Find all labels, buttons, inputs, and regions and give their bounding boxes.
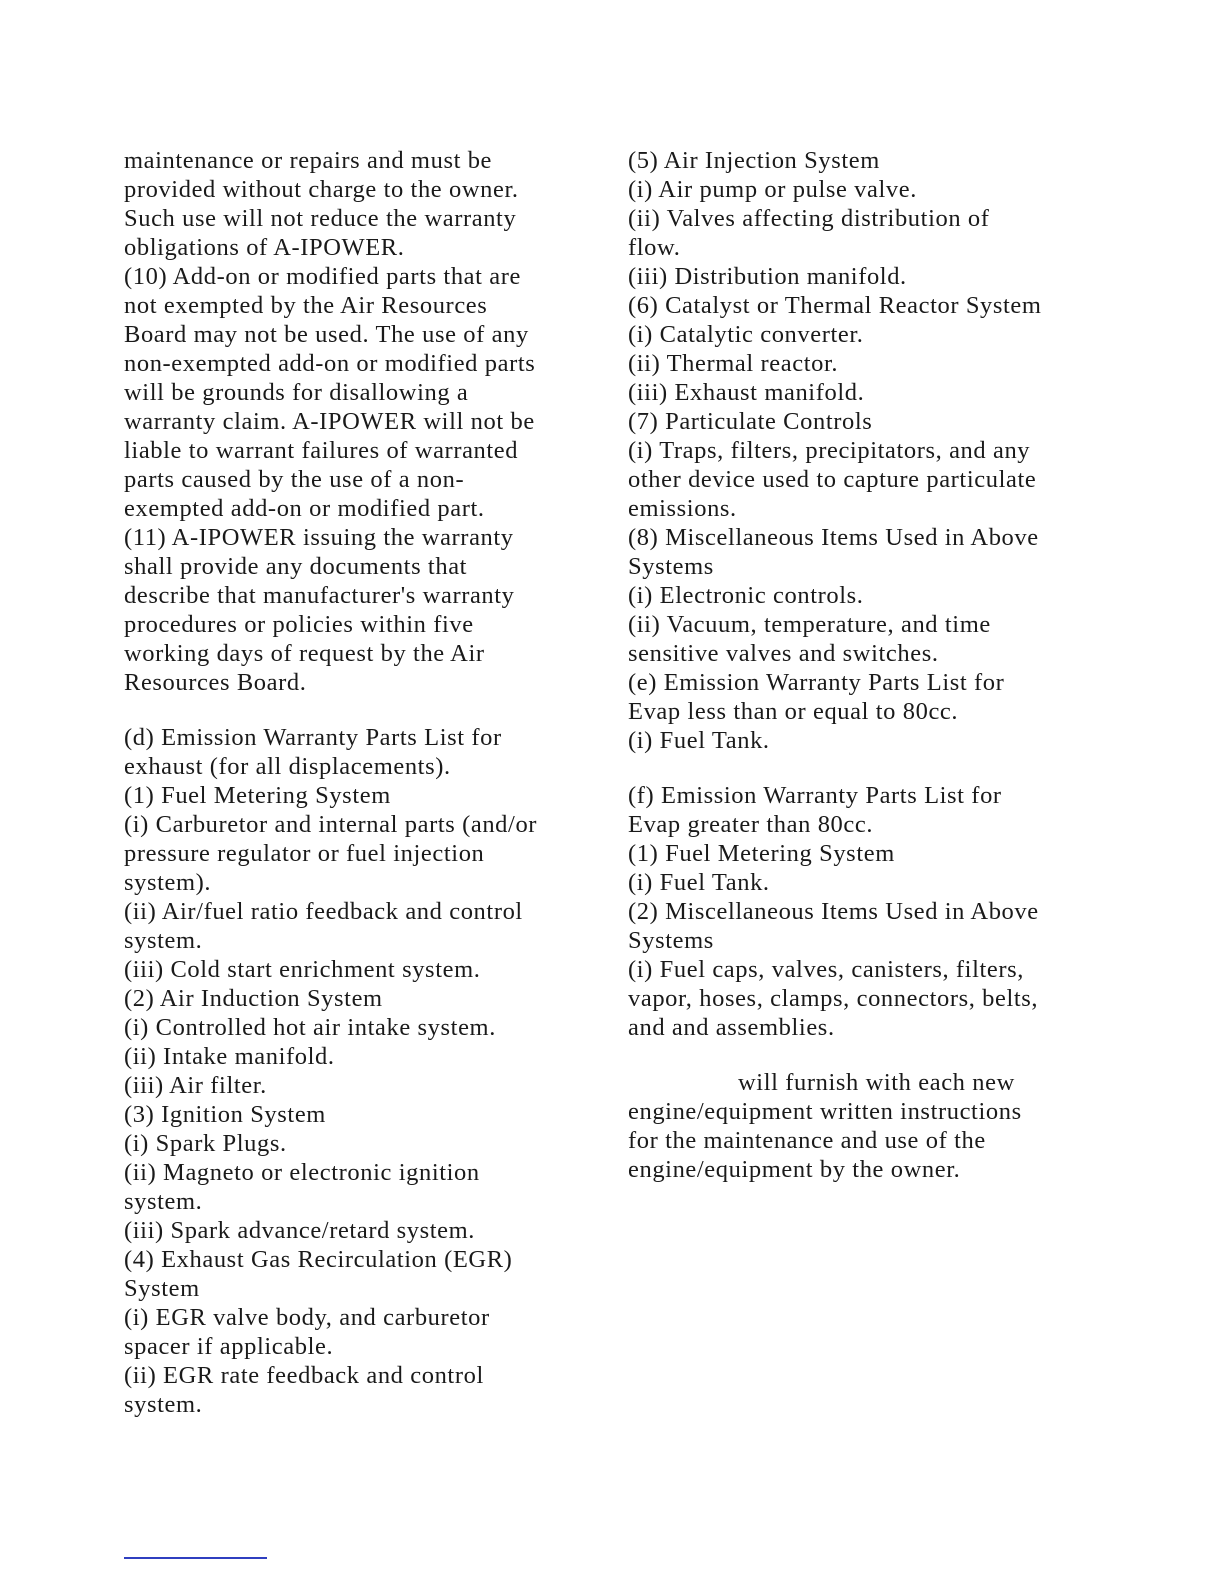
list-item: (i) Fuel Tank. <box>628 727 770 754</box>
section-heading: Evap greater than 80cc. <box>628 811 874 838</box>
list-item: (ii) Intake manifold. <box>124 1043 335 1070</box>
list-item: system. <box>124 1391 203 1418</box>
section-heading: exhaust (for all displacements). <box>124 753 451 780</box>
text-line: working days of request by the Air <box>124 640 485 667</box>
text-line: non-exempted add-on or modified parts <box>124 350 536 377</box>
list-item: (4) Exhaust Gas Recirculation (EGR) <box>124 1246 513 1273</box>
list-item: (iii) Exhaust manifold. <box>628 379 865 406</box>
text-line: (11) A-IPOWER issuing the warranty <box>124 524 514 551</box>
list-item: flow. <box>628 234 681 261</box>
list-item: spacer if applicable. <box>124 1333 334 1360</box>
text-line: shall provide any documents that <box>124 553 468 580</box>
list-item: vapor, hoses, clamps, connectors, belts, <box>628 985 1039 1012</box>
list-item: (i) Fuel Tank. <box>628 869 770 896</box>
list-item: (6) Catalyst or Thermal Reactor System <box>628 292 1042 319</box>
list-item: (1) Fuel Metering System <box>124 782 391 809</box>
list-item: (ii) Valves affecting distribution of <box>628 205 990 232</box>
text-line: warranty claim. A-IPOWER will not be <box>124 408 535 435</box>
list-item: and and assemblies. <box>628 1014 835 1041</box>
list-item: (ii) Vacuum, temperature, and time <box>628 611 991 638</box>
list-item: (i) Air pump or pulse valve. <box>628 176 917 203</box>
text-line: obligations of A-IPOWER. <box>124 234 405 261</box>
list-item: (i) Controlled hot air intake system. <box>124 1014 496 1041</box>
list-item: system. <box>124 927 203 954</box>
list-item: sensitive valves and switches. <box>628 640 939 667</box>
text-line: liable to warrant failures of warranted <box>124 437 519 464</box>
right-column <box>628 146 1098 1184</box>
list-item: (3) Ignition System <box>124 1101 326 1128</box>
text-line: parts caused by the use of a non- <box>124 466 465 493</box>
list-item: Systems <box>628 927 714 954</box>
list-item: (ii) Air/fuel ratio feedback and control <box>124 898 523 925</box>
text-line: Such use will not reduce the warranty <box>124 205 517 232</box>
list-item: (i) Spark Plugs. <box>124 1130 287 1157</box>
list-item: (i) Carburetor and internal parts (and/or <box>124 811 538 838</box>
list-item: System <box>124 1275 200 1302</box>
list-item: (i) Fuel caps, valves, canisters, filters, <box>628 956 1024 983</box>
text-line: procedures or policies within five <box>124 611 474 638</box>
list-item: (1) Fuel Metering System <box>628 840 895 867</box>
section-heading: (f) Emission Warranty Parts List for <box>628 782 1002 809</box>
text-line: Board may not be used. The use of any <box>124 321 529 348</box>
text-line: will be grounds for disallowing a <box>124 379 469 406</box>
list-item: (ii) Thermal reactor. <box>628 350 839 377</box>
list-item: (i) EGR valve body, and carburetor <box>124 1304 490 1331</box>
list-item: (2) Miscellaneous Items Used in Above <box>628 898 1039 925</box>
list-item: (8) Miscellaneous Items Used in Above <box>628 524 1039 551</box>
section-heading: Evap less than or equal to 80cc. <box>628 698 959 725</box>
list-item: (i) Traps, filters, precipitators, and any <box>628 437 1031 464</box>
list-item: (i) Electronic controls. <box>628 582 864 609</box>
text-line: (10) Add-on or modified parts that are <box>124 263 521 290</box>
list-item: (2) Air Induction System <box>124 985 383 1012</box>
list-item: (ii) EGR rate feedback and control <box>124 1362 484 1389</box>
list-item: (iii) Distribution manifold. <box>628 263 907 290</box>
text-line: maintenance or repairs and must be <box>124 147 493 174</box>
list-item: (iii) Spark advance/retard system. <box>124 1217 476 1244</box>
closing-paragraph-line: engine/equipment written instructions <box>628 1098 1022 1125</box>
footer-divider <box>124 1557 267 1559</box>
closing-paragraph-line: for the maintenance and use of the <box>628 1127 986 1154</box>
text-line: provided without charge to the owner. <box>124 176 519 203</box>
list-item: (iii) Air filter. <box>124 1072 267 1099</box>
list-item: system). <box>124 869 212 896</box>
text-line: describe that manufacturer's warranty <box>124 582 515 609</box>
closing-paragraph-line: engine/equipment by the owner. <box>628 1156 961 1183</box>
section-heading: (d) Emission Warranty Parts List for <box>124 724 502 751</box>
closing-paragraph-line: will furnish with each new <box>738 1069 1015 1096</box>
list-item: (7) Particulate Controls <box>628 408 873 435</box>
list-item: (iii) Cold start enrichment system. <box>124 956 481 983</box>
list-item: emissions. <box>628 495 737 522</box>
list-item: (ii) Magneto or electronic ignition <box>124 1159 480 1186</box>
section-heading: (e) Emission Warranty Parts List for <box>628 669 1005 696</box>
text-line: Resources Board. <box>124 669 307 696</box>
left-column <box>124 146 594 1419</box>
text-line: not exempted by the Air Resources <box>124 292 488 319</box>
list-item: pressure regulator or fuel injection <box>124 840 485 867</box>
list-item: other device used to capture particulate <box>628 466 1037 493</box>
list-item: (i) Catalytic converter. <box>628 321 864 348</box>
list-item: system. <box>124 1188 203 1215</box>
list-item: (5) Air Injection System <box>628 147 880 174</box>
list-item: Systems <box>628 553 714 580</box>
text-line: exempted add-on or modified part. <box>124 495 485 522</box>
